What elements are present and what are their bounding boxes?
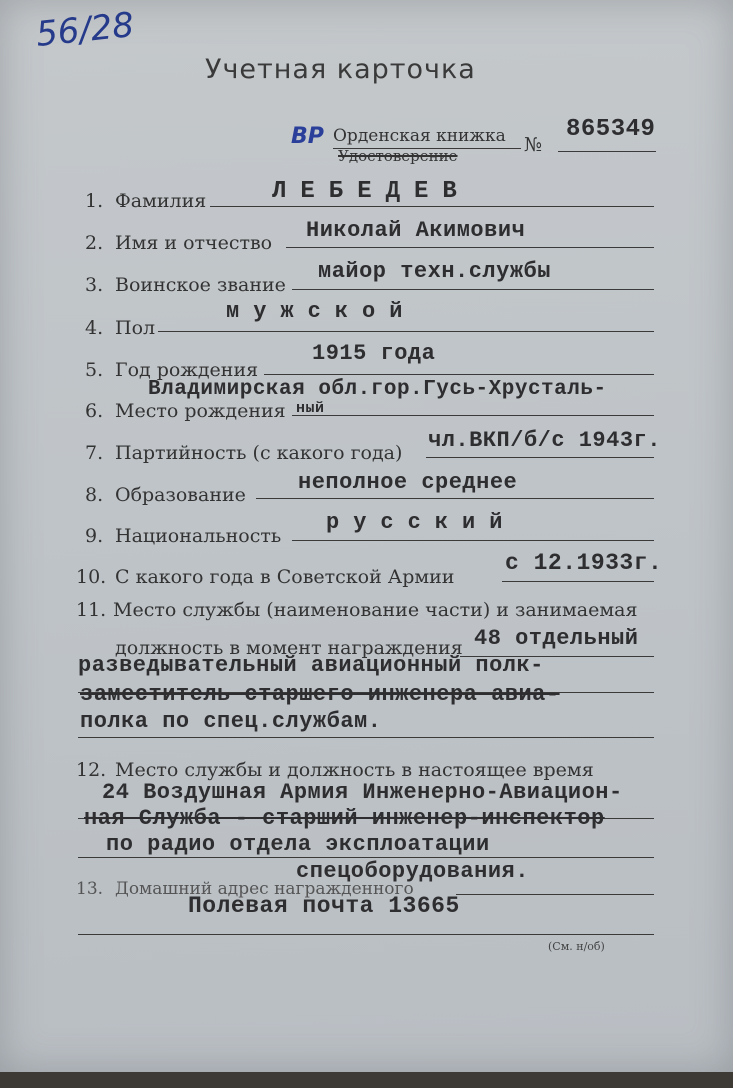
book-label: Орденская книжка [333,126,506,146]
handwritten-mark: ВР [291,124,324,149]
field-7-value: чл.ВКП/б/с 1943г. [428,428,661,453]
field-1-number: 1. [85,190,104,212]
field-7-label: Партийность (с какого года) [115,442,403,464]
field-4-number: 4. [85,317,104,339]
field-1-label: Фамилия [115,190,207,212]
field-9-number: 9. [85,525,104,547]
field-5-label: Год рождения [115,359,259,381]
field-2-value: Николай Акимович [306,218,526,243]
field-11-label-line1: Место службы (наименование части) и занимаемая [113,599,638,621]
field-2-label: Имя и отчество [115,232,273,254]
field-3-value: майор техн.службы [318,259,551,284]
field-11-label-line2: должность в момент награждения [115,637,463,659]
field-11-value-line2: разведывательный авиационный полк- [78,653,544,678]
field-6-value-line1: Владимирская обл.гор.Гусь-Хрусталь- [148,378,607,401]
field-4-label: Пол [115,317,156,339]
field-2-number: 2. [85,232,104,254]
field-7-number: 7. [85,442,104,464]
field-6-label: Место рождения [115,400,286,422]
field-4-value: мужской [226,299,417,324]
field-6-value-line2: ный [296,400,325,417]
field-12-value-line4: спецоборудования. [296,859,529,884]
card-title: Учетная карточка [205,54,476,85]
field-8-value: неполное среднее [298,470,518,495]
card-number: 865349 [566,116,656,143]
field-11-value-line1: 48 отдельный [474,626,639,651]
field-10-number: 10. [76,566,107,588]
field-12-value-line1: 24 Воздушная Армия Инженерно-Авиацион- [102,780,623,805]
field-11-number: 11. [76,599,107,621]
field-12-label: Место службы и должность в настоящее время [115,759,594,781]
field-5-number: 5. [85,359,104,381]
field-12-number: 12. [76,759,107,781]
field-12-value-line2: ная Служба - старший инженер-инспектор [84,806,605,831]
field-10-label: С какого года в Советской Армии [115,566,455,588]
field-13-number: 13. [76,879,104,899]
field-3-number: 3. [85,274,104,296]
corner-note: 56/28 [34,4,136,56]
field-3-label: Воинское звание [115,274,286,296]
field-6-number: 6. [85,400,104,422]
field-9-value: русский [326,510,517,535]
field-8-number: 8. [85,484,104,506]
field-13-label: Домашний адрес награжденного [115,879,414,899]
field-8-label: Образование [115,484,246,506]
field-1-value: ЛЕБЕДЕВ [272,178,471,205]
field-11-value-line3: заместитель старшего инженера авиа- [80,682,560,707]
field-11-value-line4: полка по спец.службам. [80,709,382,734]
field-10-value: с 12.1933г. [505,550,663,576]
certificate-label: Удостоверение [338,147,458,165]
field-13-value: Полевая почта 13665 [188,893,460,919]
number-sign: № [524,134,542,156]
footer-note: (См. н/об) [548,940,605,953]
field-12-value-line3: по радио отдела эксплоатации [106,832,490,857]
field-5-value: 1915 года [312,341,436,366]
field-9-label: Национальность [115,525,282,547]
